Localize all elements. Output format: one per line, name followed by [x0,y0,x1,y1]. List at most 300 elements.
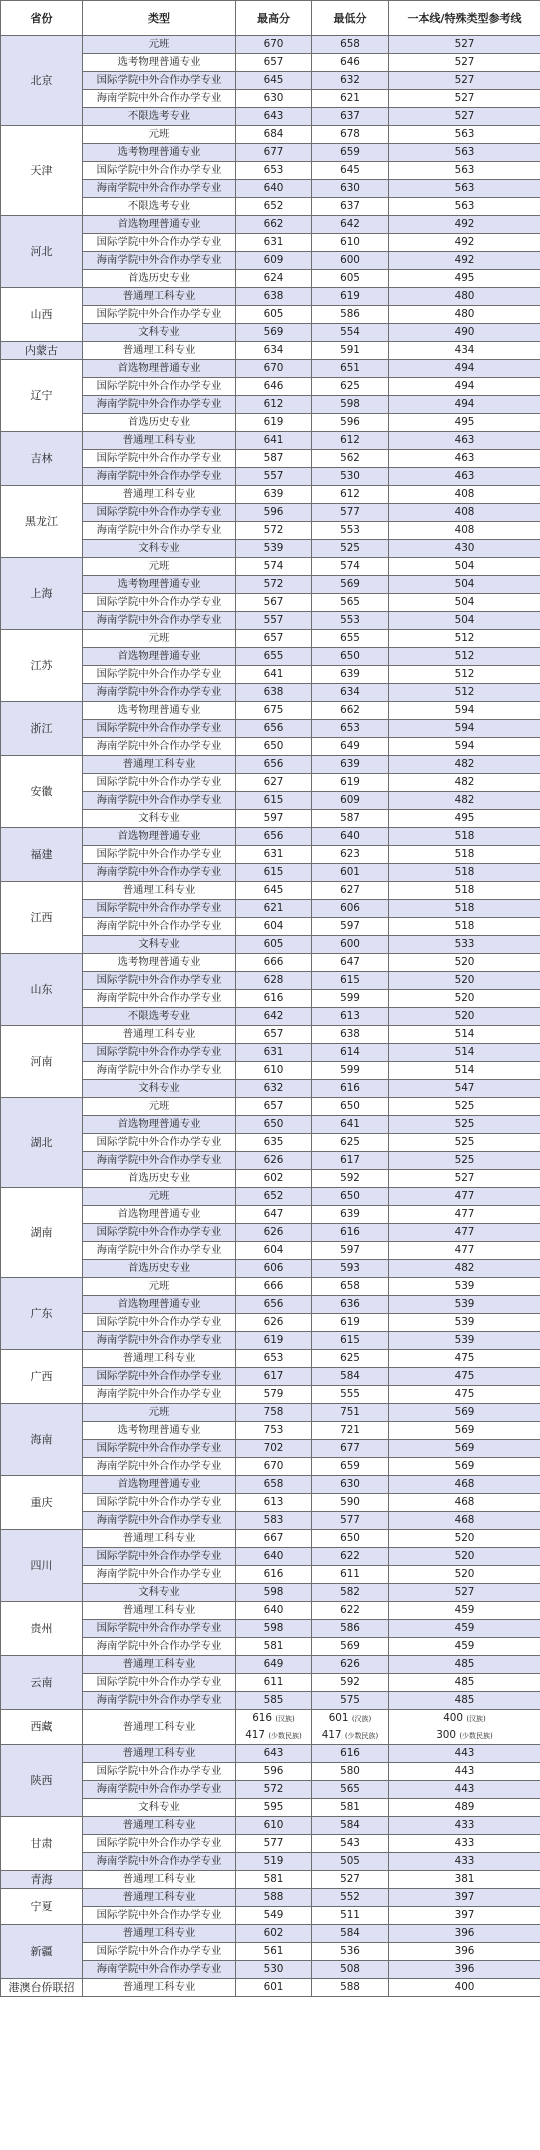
min-score-cell: 597 [312,1242,389,1260]
province-cell: 辽宁 [1,360,83,432]
reference-line-cell: 430 [389,540,540,558]
table-row [1,288,540,306]
province-cell: 海南 [1,1404,83,1476]
min-score-cell: 619 [312,774,389,792]
type-cell: 普通理工科专业 [83,1979,236,1997]
max-score-cell: 649 [236,1656,312,1674]
score-line-1: 616 (汉族) [252,1712,295,1724]
min-score-cell: 658 [312,1278,389,1296]
max-score-cell: 667 [236,1530,312,1548]
reference-line-cell: 518 [389,846,540,864]
max-score-cell: 631 [236,234,312,252]
min-score-cell: 598 [312,396,389,414]
max-score-cell: 621 [236,900,312,918]
type-cell: 海南学院中外合作办学专业 [83,990,236,1008]
type-cell: 国际学院中外合作办学专业 [83,1548,236,1566]
type-cell: 国际学院中外合作办学专业 [83,1674,236,1692]
max-score-cell: 610 [236,1817,312,1835]
min-score-cell: 625 [312,1350,389,1368]
min-score-cell: 581 [312,1799,389,1817]
reference-line-cell: 594 [389,702,540,720]
province-cell: 甘肃 [1,1817,83,1871]
min-score-cell: 562 [312,450,389,468]
reference-line-cell: 514 [389,1026,540,1044]
min-score-cell: 612 [312,432,389,450]
min-score-cell: 605 [312,270,389,288]
type-cell: 文科专业 [83,324,236,342]
reference-line-cell: 594 [389,720,540,738]
reference-line-cell: 563 [389,144,540,162]
type-cell: 普通理工科专业 [83,1710,236,1745]
min-score-cell: 511 [312,1907,389,1925]
reference-line-cell: 463 [389,450,540,468]
reference-line-cell: 475 [389,1368,540,1386]
min-score-cell: 623 [312,846,389,864]
type-cell: 选考物理普通专业 [83,576,236,594]
reference-line-cell: 443 [389,1745,540,1763]
type-cell: 海南学院中外合作办学专业 [83,1512,236,1530]
max-score-cell: 632 [236,1080,312,1098]
province-cell: 河南 [1,1026,83,1098]
min-score-cell: 637 [312,108,389,126]
max-score-cell: 666 [236,1278,312,1296]
type-cell: 海南学院中外合作办学专业 [83,522,236,540]
max-score-cell: 631 [236,1044,312,1062]
reference-line-cell: 504 [389,558,540,576]
max-score-cell: 581 [236,1638,312,1656]
type-cell: 国际学院中外合作办学专业 [83,1494,236,1512]
reference-line-cell: 459 [389,1620,540,1638]
min-score-cell: 600 [312,252,389,270]
reference-line-cell: 490 [389,324,540,342]
table-row [1,630,540,648]
min-score-cell: 530 [312,468,389,486]
table-row [1,432,540,450]
max-score-cell: 572 [236,576,312,594]
type-cell: 国际学院中外合作办学专业 [83,774,236,792]
table-row [1,1817,540,1835]
type-cell: 国际学院中外合作办学专业 [83,450,236,468]
type-cell: 海南学院中外合作办学专业 [83,1692,236,1710]
table-row [1,36,540,54]
min-score-cell: 639 [312,756,389,774]
min-score-cell: 527 [312,1871,389,1889]
min-score-cell: 647 [312,954,389,972]
min-score-cell: 651 [312,360,389,378]
max-score-cell: 615 [236,864,312,882]
reference-line-cell: 485 [389,1674,540,1692]
reference-line-cell: 408 [389,486,540,504]
reference-line-cell: 512 [389,630,540,648]
max-score-cell: 702 [236,1440,312,1458]
min-score-cell: 577 [312,504,389,522]
reference-line-cell: 494 [389,378,540,396]
min-score-cell: 659 [312,1458,389,1476]
min-score-cell: 569 [312,1638,389,1656]
table-row [1,828,540,846]
type-cell: 普通理工科专业 [83,342,236,360]
min-score-cell: 609 [312,792,389,810]
province-cell: 陕西 [1,1745,83,1817]
province-cell: 广西 [1,1350,83,1404]
max-score-cell: 641 [236,432,312,450]
reference-line-cell: 569 [389,1422,540,1440]
min-score-cell: 649 [312,738,389,756]
reference-line-cell: 475 [389,1350,540,1368]
max-score-cell: 656 [236,1296,312,1314]
max-score-cell: 666 [236,954,312,972]
max-score-cell: 638 [236,684,312,702]
max-score-cell: 605 [236,936,312,954]
province-cell: 重庆 [1,1476,83,1530]
min-score-cell: 613 [312,1008,389,1026]
min-score-cell: 599 [312,1062,389,1080]
min-score-cell: 554 [312,324,389,342]
reference-line-cell: 533 [389,936,540,954]
type-cell: 国际学院中外合作办学专业 [83,1134,236,1152]
table-row [1,1979,540,1997]
table-row [1,954,540,972]
type-cell: 首选物理普通专业 [83,216,236,234]
reference-line-cell: 525 [389,1098,540,1116]
max-score-cell: 653 [236,1350,312,1368]
header-province: 省份 [1,1,83,36]
min-score-cell: 596 [312,414,389,432]
type-cell: 首选物理普通专业 [83,648,236,666]
reference-line-cell: 539 [389,1314,540,1332]
min-score-cell: 611 [312,1566,389,1584]
type-cell: 国际学院中外合作办学专业 [83,846,236,864]
type-cell: 海南学院中外合作办学专业 [83,792,236,810]
min-score-cell: 565 [312,1781,389,1799]
type-cell: 元班 [83,36,236,54]
reference-line-cell: 433 [389,1853,540,1871]
reference-line-cell: 512 [389,666,540,684]
min-score-cell: 597 [312,918,389,936]
min-score-cell: 575 [312,1692,389,1710]
reference-line-cell: 477 [389,1242,540,1260]
min-score-cell [312,1710,389,1745]
reference-line-cell: 459 [389,1638,540,1656]
max-score-cell: 684 [236,126,312,144]
type-cell: 普通理工科专业 [83,1925,236,1943]
max-score-cell: 638 [236,288,312,306]
max-score-cell: 581 [236,1871,312,1889]
table-row [1,1710,540,1745]
min-score-cell: 627 [312,882,389,900]
min-score-cell: 508 [312,1961,389,1979]
type-cell: 国际学院中外合作办学专业 [83,1314,236,1332]
type-cell: 海南学院中外合作办学专业 [83,1853,236,1871]
type-cell: 不限选考专业 [83,1008,236,1026]
table-row [1,1026,540,1044]
type-cell: 元班 [83,126,236,144]
reference-line-cell: 468 [389,1512,540,1530]
type-cell: 国际学院中外合作办学专业 [83,72,236,90]
reference-line-cell: 468 [389,1476,540,1494]
min-score-cell: 553 [312,612,389,630]
reference-line-cell: 525 [389,1116,540,1134]
min-score-cell: 638 [312,1026,389,1044]
reference-line-cell: 518 [389,828,540,846]
min-score-cell: 601 [312,864,389,882]
max-score-cell: 657 [236,54,312,72]
max-score-cell: 574 [236,558,312,576]
min-score-cell: 662 [312,702,389,720]
max-score-cell: 642 [236,1008,312,1026]
reference-line-cell: 525 [389,1134,540,1152]
type-cell: 海南学院中外合作办学专业 [83,1961,236,1979]
type-cell: 文科专业 [83,1584,236,1602]
type-cell: 海南学院中外合作办学专业 [83,1781,236,1799]
max-score-cell: 605 [236,306,312,324]
reference-line-cell: 459 [389,1602,540,1620]
province-cell: 安徽 [1,756,83,828]
max-score-cell: 628 [236,972,312,990]
min-score-cell: 587 [312,810,389,828]
type-cell: 海南学院中外合作办学专业 [83,1332,236,1350]
min-score-cell: 592 [312,1674,389,1692]
min-score-cell: 505 [312,1853,389,1871]
type-cell: 海南学院中外合作办学专业 [83,1458,236,1476]
min-score-cell: 591 [312,342,389,360]
reference-line-cell: 563 [389,180,540,198]
type-cell: 海南学院中外合作办学专业 [83,1062,236,1080]
max-score-cell: 631 [236,846,312,864]
max-score-cell: 634 [236,342,312,360]
max-score-cell: 616 [236,990,312,1008]
min-score-cell: 678 [312,126,389,144]
reference-line-cell: 539 [389,1296,540,1314]
max-score-cell: 604 [236,1242,312,1260]
type-cell: 文科专业 [83,1799,236,1817]
min-score-cell: 615 [312,1332,389,1350]
max-score-cell: 579 [236,1386,312,1404]
reference-line-cell: 514 [389,1062,540,1080]
min-score-cell: 619 [312,1314,389,1332]
province-cell: 福建 [1,828,83,882]
table-row [1,1530,540,1548]
header-row [1,1,540,36]
max-score-cell: 675 [236,702,312,720]
type-cell: 选考物理普通专业 [83,54,236,72]
province-cell: 吉林 [1,432,83,486]
reference-line-cell: 494 [389,396,540,414]
max-score-cell: 613 [236,1494,312,1512]
min-score-cell: 616 [312,1224,389,1242]
min-score-cell: 555 [312,1386,389,1404]
reference-line-cell: 396 [389,1961,540,1979]
type-cell: 首选物理普通专业 [83,1476,236,1494]
max-score-cell: 596 [236,504,312,522]
type-cell: 国际学院中外合作办学专业 [83,1440,236,1458]
type-cell: 海南学院中外合作办学专业 [83,90,236,108]
type-cell: 国际学院中外合作办学专业 [83,1835,236,1853]
reference-line-cell: 504 [389,594,540,612]
min-score-cell: 630 [312,180,389,198]
min-score-cell: 655 [312,630,389,648]
table-row [1,1188,540,1206]
max-score-cell: 583 [236,1512,312,1530]
reference-line-cell: 396 [389,1943,540,1961]
type-cell: 选考物理普通专业 [83,954,236,972]
reference-line-cell: 434 [389,342,540,360]
min-score-cell: 615 [312,972,389,990]
max-score-cell: 670 [236,1458,312,1476]
type-cell: 普通理工科专业 [83,1871,236,1889]
max-score-cell: 598 [236,1620,312,1638]
reference-line-cell: 594 [389,738,540,756]
reference-line-cell: 482 [389,756,540,774]
score-line-1: 601 (汉族) [328,1712,372,1724]
type-cell: 文科专业 [83,936,236,954]
header-type: 类型 [83,1,236,36]
max-score-cell: 653 [236,162,312,180]
max-score-cell: 602 [236,1170,312,1188]
max-score-cell: 616 [236,1566,312,1584]
type-cell: 普通理工科专业 [83,882,236,900]
reference-line-cell: 512 [389,684,540,702]
min-score-cell: 584 [312,1925,389,1943]
table-row [1,1278,540,1296]
type-cell: 元班 [83,630,236,648]
reference-line-cell: 433 [389,1835,540,1853]
reference-line-cell: 408 [389,504,540,522]
type-cell: 国际学院中外合作办学专业 [83,1224,236,1242]
reference-line-cell [389,1710,540,1745]
min-score-cell: 625 [312,378,389,396]
max-score-cell: 650 [236,738,312,756]
type-cell: 普通理工科专业 [83,432,236,450]
reference-line-cell: 518 [389,900,540,918]
type-cell: 海南学院中外合作办学专业 [83,1638,236,1656]
reference-line-cell: 400 [389,1979,540,1997]
max-score-cell: 656 [236,828,312,846]
reference-line-cell: 518 [389,918,540,936]
min-score-cell: 582 [312,1584,389,1602]
header-max-score: 最高分 [236,1,312,36]
max-score-cell: 557 [236,612,312,630]
province-cell: 宁夏 [1,1889,83,1925]
min-score-cell: 636 [312,1296,389,1314]
min-score-cell: 617 [312,1152,389,1170]
type-cell: 海南学院中外合作办学专业 [83,738,236,756]
min-score-cell: 584 [312,1368,389,1386]
reference-line-cell: 569 [389,1458,540,1476]
reference-line-cell: 433 [389,1817,540,1835]
reference-line-cell: 482 [389,1260,540,1278]
min-score-cell: 634 [312,684,389,702]
reference-line-cell: 482 [389,792,540,810]
min-score-cell: 625 [312,1134,389,1152]
min-score-cell: 580 [312,1763,389,1781]
max-score-cell: 627 [236,774,312,792]
table-row [1,756,540,774]
max-score-cell: 670 [236,360,312,378]
type-cell: 海南学院中外合作办学专业 [83,1152,236,1170]
reference-line-cell: 492 [389,252,540,270]
max-score-cell: 657 [236,630,312,648]
table-body [1,36,540,1997]
table-row [1,1350,540,1368]
reference-line-cell: 527 [389,72,540,90]
type-cell: 海南学院中外合作办学专业 [83,864,236,882]
table-row [1,1476,540,1494]
max-score-cell: 530 [236,1961,312,1979]
max-score-cell: 662 [236,216,312,234]
reference-line-cell: 396 [389,1925,540,1943]
min-score-cell: 650 [312,1530,389,1548]
province-cell: 四川 [1,1530,83,1602]
table-row [1,1871,540,1889]
type-cell: 元班 [83,558,236,576]
type-cell: 海南学院中外合作办学专业 [83,1242,236,1260]
type-cell: 海南学院中外合作办学专业 [83,468,236,486]
min-score-cell: 606 [312,900,389,918]
type-cell: 国际学院中外合作办学专业 [83,972,236,990]
table-row [1,126,540,144]
province-cell: 内蒙古 [1,342,83,360]
reference-line-cell: 518 [389,864,540,882]
max-score-cell: 619 [236,1332,312,1350]
min-score-cell: 616 [312,1080,389,1098]
min-score-cell: 614 [312,1044,389,1062]
table-row [1,882,540,900]
min-score-cell: 622 [312,1548,389,1566]
max-score-cell: 655 [236,648,312,666]
max-score-cell: 539 [236,540,312,558]
min-score-cell: 637 [312,198,389,216]
table-row [1,486,540,504]
max-score-cell: 626 [236,1224,312,1242]
max-score-cell: 643 [236,108,312,126]
type-cell: 首选物理普通专业 [83,1116,236,1134]
min-score-cell: 590 [312,1494,389,1512]
table-row [1,342,540,360]
max-score-cell: 617 [236,1368,312,1386]
max-score-cell: 646 [236,378,312,396]
reference-line-cell: 381 [389,1871,540,1889]
max-score-cell: 596 [236,1763,312,1781]
max-score-cell: 572 [236,522,312,540]
max-score-cell: 650 [236,1116,312,1134]
header-reference-line: 一本线/特殊类型参考线 [389,1,540,36]
min-score-cell: 626 [312,1656,389,1674]
max-score-cell: 657 [236,1026,312,1044]
max-score-cell: 657 [236,1098,312,1116]
min-score-cell: 640 [312,828,389,846]
reference-line-cell: 492 [389,234,540,252]
min-score-cell: 646 [312,54,389,72]
min-score-cell: 569 [312,576,389,594]
type-cell: 国际学院中外合作办学专业 [83,504,236,522]
max-score-cell: 597 [236,810,312,828]
reference-line-cell: 547 [389,1080,540,1098]
table-row [1,702,540,720]
max-score-cell: 626 [236,1152,312,1170]
reference-line-cell: 482 [389,774,540,792]
province-cell: 江西 [1,882,83,954]
max-score-cell: 569 [236,324,312,342]
reference-line-cell: 520 [389,1530,540,1548]
min-score-cell: 632 [312,72,389,90]
reference-line-cell: 397 [389,1889,540,1907]
reference-line-cell: 520 [389,1566,540,1584]
min-score-cell: 650 [312,1098,389,1116]
max-score-cell: 643 [236,1745,312,1763]
table-row [1,1656,540,1674]
min-score-cell: 584 [312,1817,389,1835]
